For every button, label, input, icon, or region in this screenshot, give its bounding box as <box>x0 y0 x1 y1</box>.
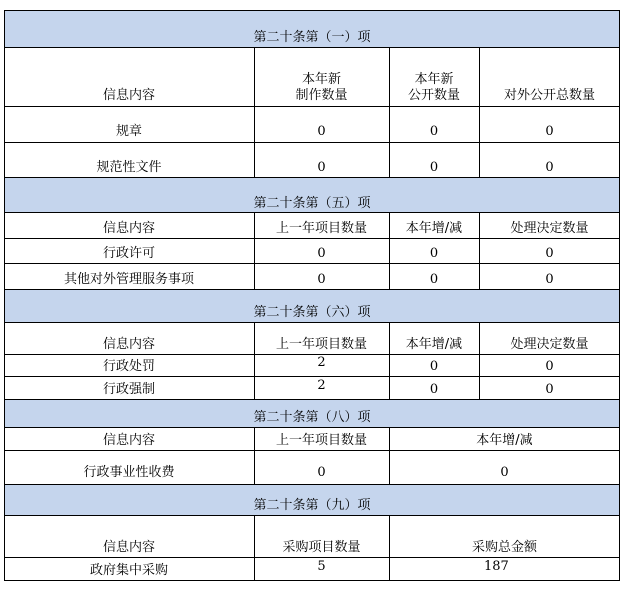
header-new-made: 本年新 制作数量 <box>295 72 348 103</box>
row-value: 0 <box>317 160 326 175</box>
header-prev-year-count: 上一年项目数量 <box>275 221 367 236</box>
row-value: 0 <box>429 160 439 175</box>
header-decision-count: 处理决定数量 <box>510 337 589 352</box>
section-title: 第二十条第（九）项 <box>253 498 371 513</box>
header-new-public: 本年新 公开数量 <box>407 72 460 103</box>
row-value: 0 <box>545 382 554 397</box>
row-label: 行政处罚 <box>102 359 155 374</box>
row-value: 0 <box>545 272 554 287</box>
row-value: 0 <box>429 246 439 261</box>
row-value: 0 <box>317 124 326 139</box>
header-info-content: 信息内容 <box>102 540 155 555</box>
header-decision-count: 处理决定数量 <box>510 221 589 236</box>
section-title: 第二十条第（六）项 <box>253 305 371 320</box>
header-info-content: 信息内容 <box>102 337 155 352</box>
header-info-content: 信息内容 <box>102 221 155 236</box>
row-value: 5 <box>317 559 326 574</box>
header-info-content: 信息内容 <box>102 88 155 103</box>
header-purchase-amount: 采购总金额 <box>471 540 537 555</box>
row-label: 行政许可 <box>102 246 155 261</box>
row-label: 行政事业性收费 <box>83 465 175 480</box>
row-value: 0 <box>429 359 439 374</box>
section-title: 第二十条第（八）项 <box>253 410 371 425</box>
row-value: 0 <box>317 246 326 261</box>
section-title: 第二十条第（五）项 <box>253 196 371 211</box>
row-value: 0 <box>317 272 326 287</box>
row-value: 0 <box>429 124 439 139</box>
row-value: 0 <box>545 124 554 139</box>
row-value: 2 <box>317 355 326 370</box>
row-value: 0 <box>545 359 554 374</box>
section-title: 第二十条第（一）项 <box>253 30 371 45</box>
header-purchase-count: 采购项目数量 <box>282 540 361 555</box>
disclosure-table <box>4 10 620 581</box>
header-total-public: 对外公开总数量 <box>503 88 595 103</box>
header-change: 本年增/减 <box>476 433 533 448</box>
header-prev-year-count: 上一年项目数量 <box>275 433 367 448</box>
row-value: 0 <box>500 465 509 480</box>
row-label: 规章 <box>115 124 142 139</box>
header-prev-year-count: 上一年项目数量 <box>275 337 367 352</box>
row-label: 其他对外管理服务事项 <box>63 272 194 287</box>
row-label: 政府集中采购 <box>89 563 168 578</box>
row-value: 0 <box>545 160 554 175</box>
header-change: 本年增/减 <box>405 337 463 352</box>
header-change: 本年增/减 <box>405 221 463 236</box>
row-value: 0 <box>429 272 439 287</box>
row-label: 行政强制 <box>102 382 155 397</box>
row-label: 规范性文件 <box>96 160 162 175</box>
row-value: 0 <box>545 246 554 261</box>
header-info-content: 信息内容 <box>102 433 155 448</box>
row-value: 0 <box>429 382 439 397</box>
row-value: 2 <box>317 378 326 393</box>
row-value: 0 <box>317 465 326 480</box>
row-value: 187 <box>484 559 509 574</box>
